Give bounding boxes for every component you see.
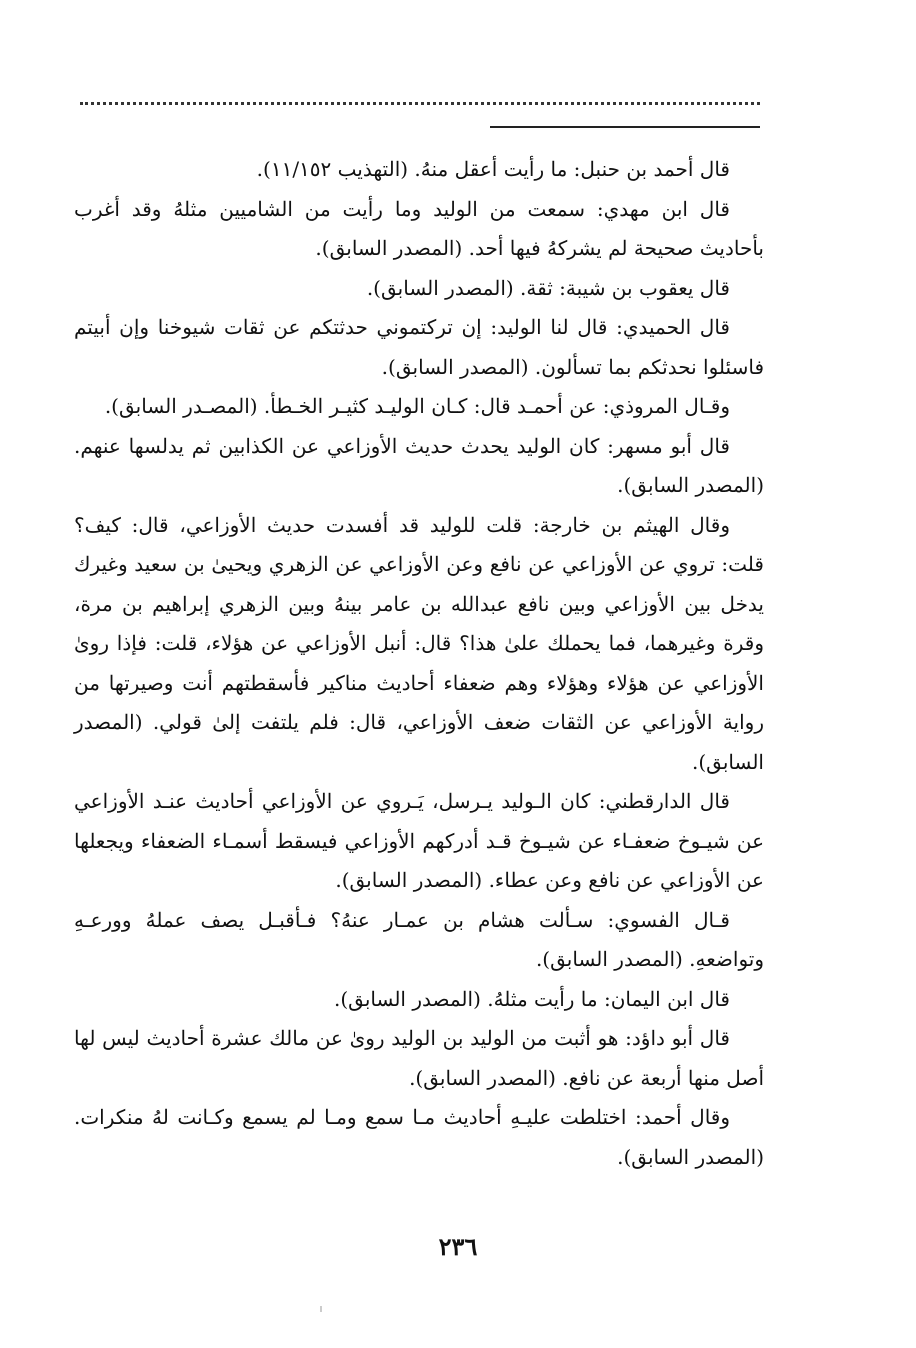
paragraph: وقال أحمد: اختلطت عليـهِ أحاديث مـا سمع ومـا لم يسمع وكـانت لهُ منكرات. (المصدر السابق). — [74, 1105, 764, 1169]
paragraph: وقـال المروذي: عن أحمـد قال: كـان الوليـد كثيـر الخـطأ. (المصـدر السابق). — [104, 394, 730, 418]
main-text — [74, 150, 764, 1177]
paragraph: قال أحمد بن حنبل: ما رأيت أعقل منهُ. (التهذيب ١١/١٥٢). — [256, 157, 730, 181]
paragraph: قال الدارقطني: كان الـوليد يـرسل، يَـروي عن الأوزاعي أحاديث عنـد الأوزاعي عن شيـوخ ضعفـاء عن شيـوخ قـد أدركهم الأوزاعي فيسقط أسمـاء الضعفاء ويجعلها عن الأوزاعي عن نافع وعن عطاء. (المصدر السابق). — [74, 789, 764, 892]
page-number: ٢٣٦ — [438, 1232, 478, 1261]
dotted-separator — [80, 102, 760, 105]
paragraph: قال ابن اليمان: ما رأيت مثلهُ. (المصدر السابق). — [334, 986, 730, 1011]
paragraph: قـال الفسوي: سـألت هشام بن عمـار عنهُ؟ فـأقبـل يصف عملهُ وورعـهِ وتواضعهِ. (المصدر السابق). — [74, 907, 764, 971]
scan-mark — [320, 1306, 322, 1312]
paragraph: قال الحميدي: قال لنا الوليد: إن تركتموني حدثتكم عن ثقات شيوخنا وإن أبيتم فاسئلوا نحدثكم بما تسألون. (المصدر السابق). — [74, 315, 764, 379]
paragraph: قال أبو مسهر: كان الوليد يحدث حديث الأوزاعي عن الكذابين ثم يدلسها عنهم. (المصدر السابق). — [74, 433, 764, 497]
paragraph: قال أبو داؤد: هو أثبت من الوليد بن الوليد روىٰ عن مالك عشرة أحاديث ليس لها أصل منها أربعة عن نافع. (المصدر السابق). — [74, 1026, 764, 1090]
paragraph: قال يعقوب بن شيبة: ثقة. (المصدر السابق). — [366, 275, 730, 300]
footnote-separator-line — [490, 126, 760, 128]
paragraph: قال ابن مهدي: سمعت من الوليد وما رأيت من الشاميين مثلهُ وقد أغرب بأحاديث صحيحة لم يشركهُ فيها أحد. (المصدر السابق). — [74, 196, 764, 260]
paragraph: وقال الهيثم بن خارجة: قلت للوليد قد أفسدت حديث الأوزاعي، قال: كيف؟ قلت: تروي عن الأوزاعي عن نافع وعن الأوزاعي عن الزهري ويحيىٰ بن سعيد وغيرك يدخل بين الأوزاعي وبين نافع عبدالله بن عامر بينهُ وبين الزهري إبراهيم بن مرة، وقرة وغيرهما، فما يحملك علىٰ هذا؟ قال: أنبل الأوزاعي عن هؤلاء، قلت: فإذا روىٰ الأوزاعي عن هؤلاء وهؤلاء وهم ضعفاء أحاديث مناكير فأسقطتهم أنت وصيرتها من رواية الأوزاعي عن الثقات ضعف الأوزاعي، قال: فلم يلتفت إلىٰ قولي. (المصدر السابق). — [74, 512, 764, 774]
